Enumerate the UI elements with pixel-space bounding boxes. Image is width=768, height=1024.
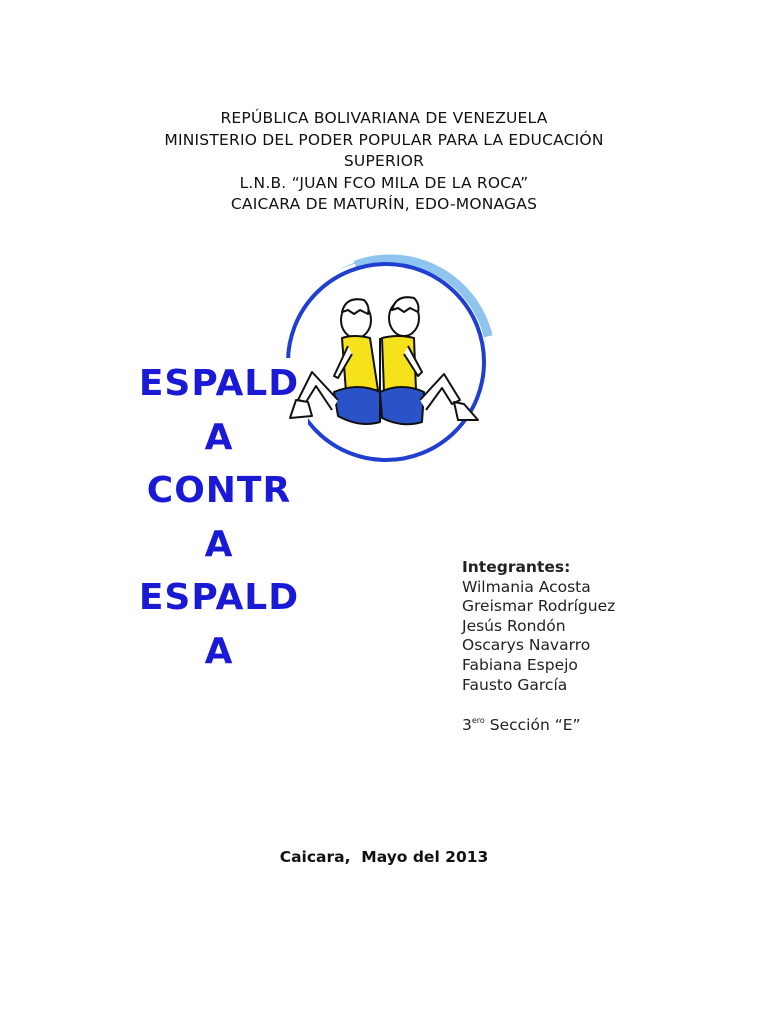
right-child-figure	[380, 297, 478, 424]
institution-header	[0, 108, 768, 216]
section-text: Sección “E”	[484, 716, 581, 734]
members-list	[462, 558, 615, 695]
header-line: CAICARA DE MATURÍN, EDO-MONAGAS	[230, 195, 538, 213]
member-name: Fausto García	[462, 675, 568, 694]
title-line: ESPALD	[138, 577, 300, 618]
header-line: SUPERIOR	[343, 152, 425, 170]
header-line: L.N.B. “JUAN FCO MILA DE LA ROCA”	[239, 173, 529, 192]
project-title	[128, 357, 310, 678]
header-line: REPÚBLICA BOLIVARIANA DE VENEZUELA	[220, 109, 548, 127]
title-line: CONTR	[146, 470, 292, 511]
member-name: Wilmania Acosta	[462, 577, 591, 596]
member-name: Jesús Rondón	[462, 616, 566, 635]
member-name: Oscarys Navarro	[462, 636, 591, 655]
title-line: A	[204, 630, 234, 672]
title-line: A	[204, 416, 234, 458]
header-line: MINISTERIO DEL PODER POPULAR PARA LA EDUCACIÓN	[164, 130, 604, 149]
section-ordinal: ero	[471, 716, 485, 725]
section-label	[462, 716, 581, 734]
title-line: ESPALD	[138, 363, 300, 404]
members-heading: Integrantes:	[462, 558, 571, 576]
place-date: Caicara, Mayo del 2013	[279, 848, 489, 866]
section-number: 3	[462, 716, 472, 734]
title-line: A	[204, 523, 234, 565]
member-name: Greismar Rodríguez	[462, 597, 616, 616]
member-name: Fabiana Espejo	[462, 655, 578, 674]
